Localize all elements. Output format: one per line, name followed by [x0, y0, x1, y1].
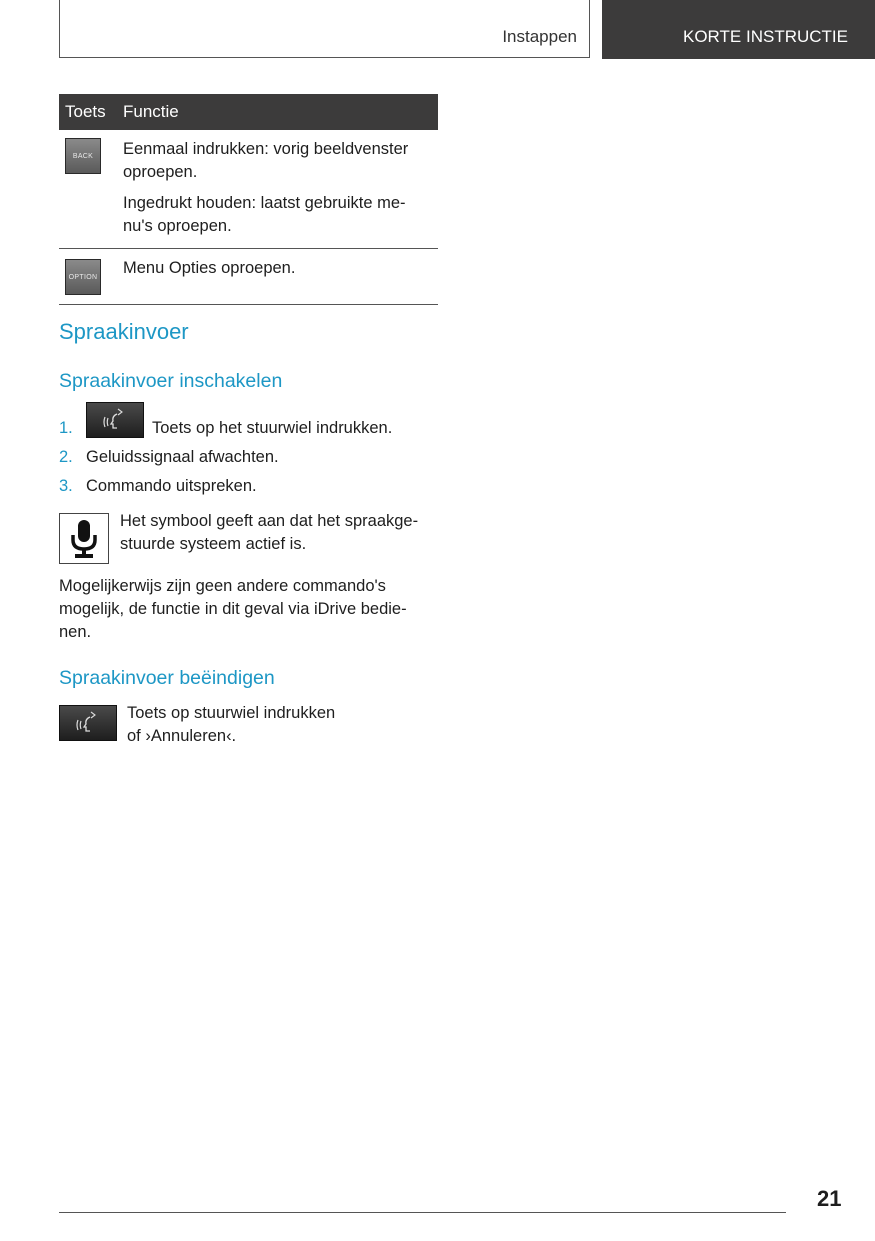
back-key-icon: BACK — [65, 138, 101, 174]
column-header-key: Toets — [65, 102, 106, 121]
header-frame — [59, 0, 590, 58]
key-function-table — [59, 94, 438, 305]
table-header — [59, 94, 438, 130]
end-instruction-line1: Toets op stuurwiel indrukken — [127, 704, 336, 722]
step-number: 1. — [59, 419, 73, 437]
footer-divider — [59, 1212, 786, 1213]
section-title: Spraakinvoer — [59, 319, 189, 344]
voice-key-icon — [86, 402, 144, 438]
section-name: Instappen — [502, 27, 577, 46]
subsection-title-end: Spraakinvoer beëindigen — [59, 667, 275, 689]
option-key-icon: OPTION — [65, 259, 101, 295]
step-text: Commando uitspreken. — [86, 477, 257, 495]
step-text: Geluidssignaal afwachten. — [86, 448, 279, 466]
subsection-title-enable: Spraakinvoer inschakelen — [59, 370, 283, 392]
chapter-tab: KORTE INSTRUCTIE — [602, 0, 875, 59]
speech-icon — [73, 710, 103, 736]
list-item — [59, 477, 257, 496]
end-instruction-line2: of ›Annuleren‹. — [127, 727, 237, 745]
column-header-function: Functie — [123, 102, 179, 121]
list-item — [59, 419, 86, 438]
info-paragraph: Mogelijkerwijs zijn geen andere commando's mogelijk, de functie in dit geval via iDrive bedie-nen. — [59, 577, 407, 641]
page-number: 21 — [817, 1186, 842, 1211]
table-row — [59, 249, 438, 305]
speech-icon — [100, 407, 130, 433]
microphone-icon — [59, 513, 109, 564]
row-text: Ingedrukt houden: laatst gebruikte me-nu's oproepen. — [123, 194, 406, 235]
row-text: Eenmaal indrukken: vorig beeldvenster oproepen. — [123, 140, 409, 181]
step-text: Toets op het stuurwiel indrukken. — [152, 419, 393, 437]
step-number: 2. — [59, 448, 73, 466]
step-number: 3. — [59, 477, 73, 495]
table-row — [59, 130, 438, 249]
row-text: Menu Opties oproepen. — [123, 259, 296, 277]
voice-key-icon — [59, 705, 117, 741]
list-item — [59, 448, 279, 467]
symbol-note: Het symbool geeft aan dat het spraakge-stuurde systeem actief is. — [120, 512, 419, 553]
